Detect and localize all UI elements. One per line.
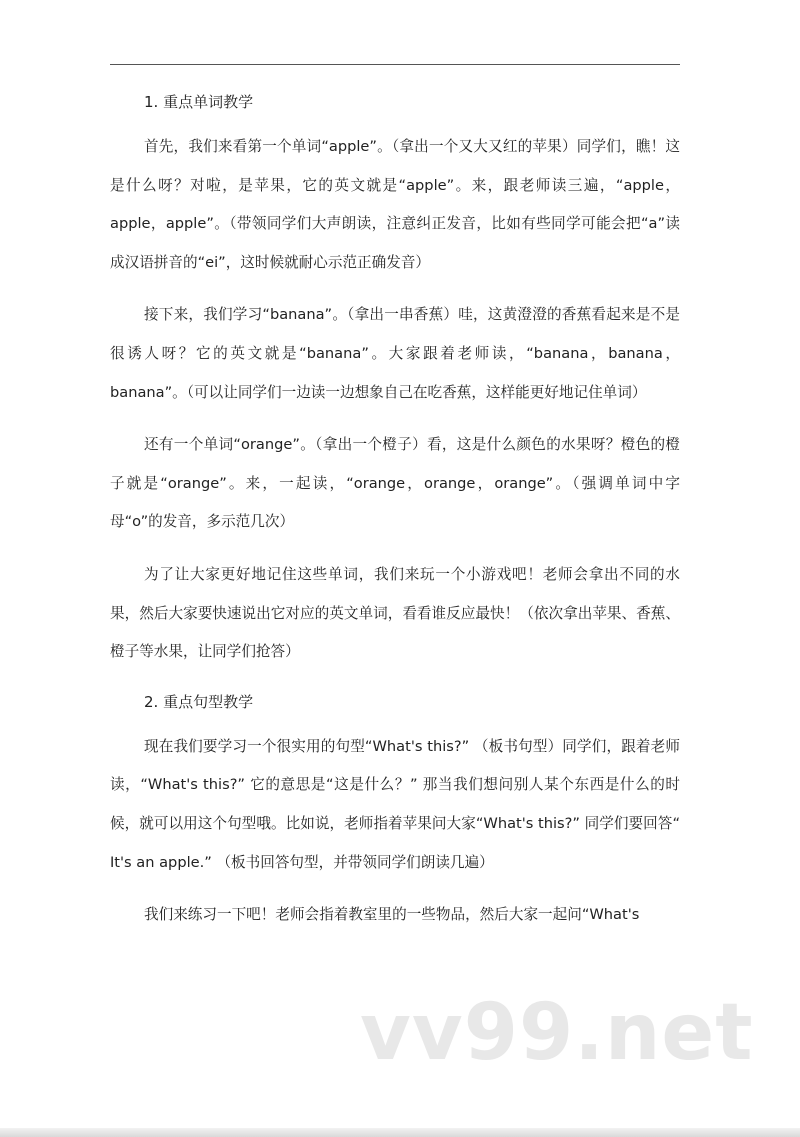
page-bottom-edge xyxy=(0,1128,800,1137)
section-heading-sentences: 2. 重点句型教学 xyxy=(144,692,254,711)
watermark-text: vv99.net xyxy=(360,988,754,1078)
paragraph-game: 为了让大家更好地记住这些单词，我们来玩一个小游戏吧！老师会拿出不同的水果，然后大家要快速说出它对应的英文单词，看看谁反应最快！（依次拿出苹果、香蕉、橙子等水果，让同学们抢答） xyxy=(110,565,680,661)
paragraph-whats-this: 现在我们要学习一个很实用的句型“What's this?” （板书句型）同学们，跟着老师读，“What's this?” 它的意思是“这是什么？” 那当我们想问别人某个东西是什么的时候，就可以用这个句型哦。比如说，老师指着苹果问大家“What's this?” 同学们要回答“ It's an apple.” （板书回答句型，并带领同学们朗读几遍） xyxy=(110,737,680,871)
paragraph-banana: 接下来，我们学习“banana”。（拿出一串香蕉）哇，这黄澄澄的香蕉看起来是不是很诱人呀？它的英文就是“banana”。大家跟着老师读，“banana，banana，banana”。（可以让同学们一边读一边想象自己在吃香蕉，这样能更好地记住单词） xyxy=(110,306,680,401)
document-body xyxy=(110,86,680,935)
section-heading-words: 1. 重点单词教学 xyxy=(144,93,254,111)
paragraph-practice: 我们来练习一下吧！老师会指着教室里的一些物品，然后大家一起问“What's xyxy=(144,906,640,924)
paragraph-orange: 还有一个单词“orange”。（拿出一个橙子）看，这是什么颜色的水果呀？橙色的橙子就是“orange”。来，一起读，“orange，orange，orange”。（强调单词中字母“o”的发音，多示范几次） xyxy=(110,436,680,531)
header-rule xyxy=(110,64,680,65)
paragraph-apple: 首先，我们来看第一个单词“apple”。（拿出一个又大又红的苹果）同学们，瞧！这是什么呀？对啦，是苹果，它的英文就是“apple”。来，跟老师读三遍，“apple，apple，apple”。（带领同学们大声朗读，注意纠正发音，比如有些同学可能会把“a”读成汉语拼音的“ei”，这时候就耐心示范正确发音） xyxy=(110,138,680,271)
